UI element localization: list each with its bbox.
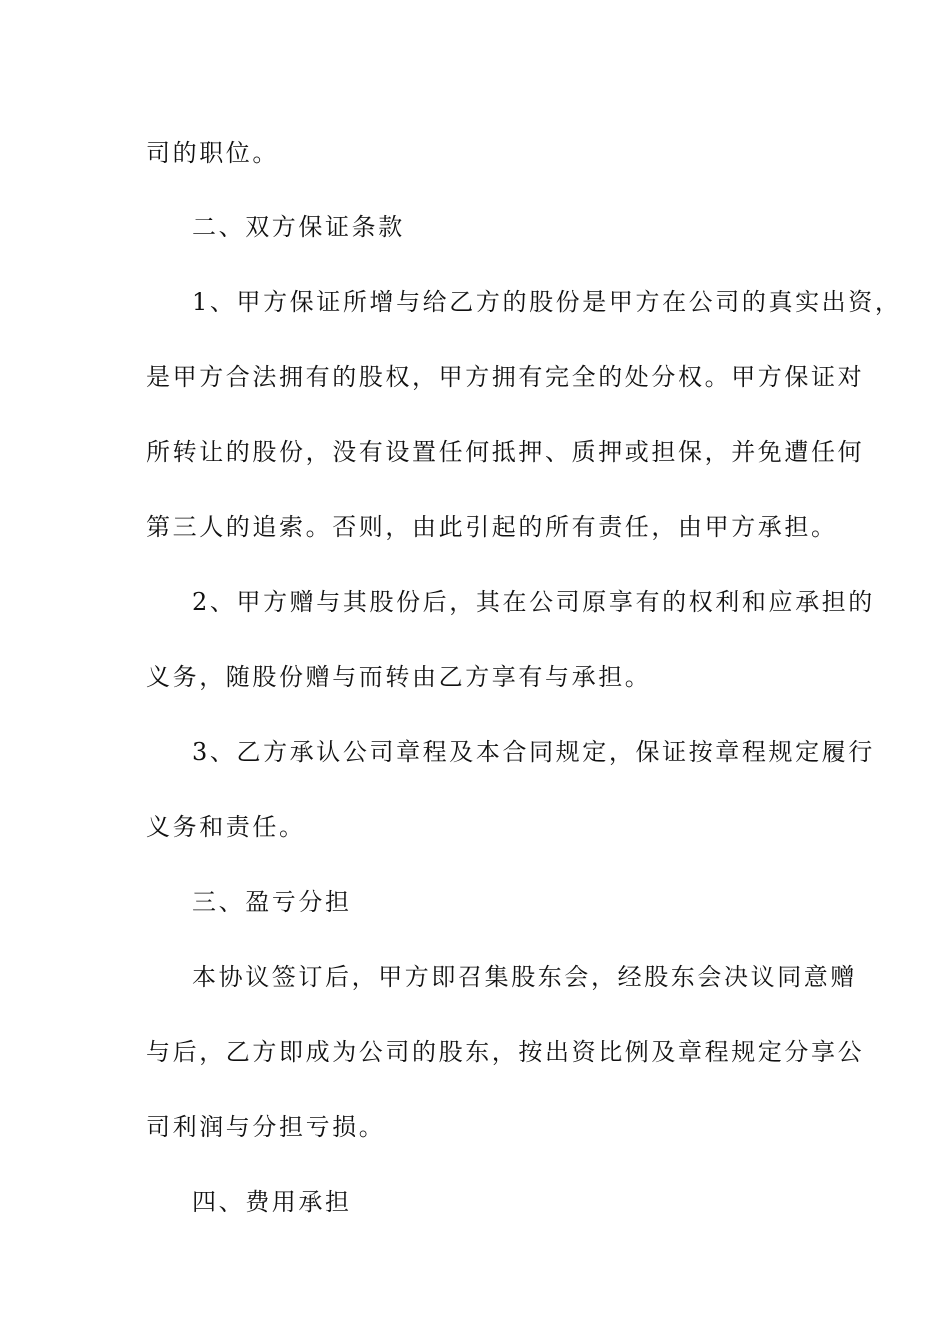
text-line: 2、甲方赠与其股份后，其在公司原享有的权利和应承担的 [192, 588, 875, 616]
text-line: 与后，乙方即成为公司的股东，按出资比例及章程规定分享公 [146, 1038, 865, 1066]
text-line: 义务和责任。 [146, 813, 306, 841]
section-heading: 二、双方保证条款 [192, 213, 405, 241]
text-line: 义务，随股份赠与而转由乙方享有与承担。 [146, 663, 652, 691]
text-line: 1、甲方保证所增与给乙方的股份是甲方在公司的真实出资， [192, 288, 902, 316]
text-line: 本协议签订后，甲方即召集股东会，经股东会决议同意赠 [192, 963, 857, 991]
section-heading: 四、费用承担 [192, 1188, 352, 1216]
section-heading: 三、盈亏分担 [192, 888, 352, 916]
text-line: 所转让的股份，没有设置任何抵押、质押或担保，并免遭任何 [146, 438, 865, 466]
text-line: 3、乙方承认公司章程及本合同规定，保证按章程规定履行 [192, 738, 875, 766]
text-line: 第三人的追索。否则，由此引起的所有责任，由甲方承担。 [146, 513, 838, 541]
text-line: 司的职位。 [146, 139, 279, 167]
text-line: 司利润与分担亏损。 [146, 1113, 386, 1141]
text-line: 是甲方合法拥有的股权，甲方拥有完全的处分权。甲方保证对 [146, 363, 865, 391]
